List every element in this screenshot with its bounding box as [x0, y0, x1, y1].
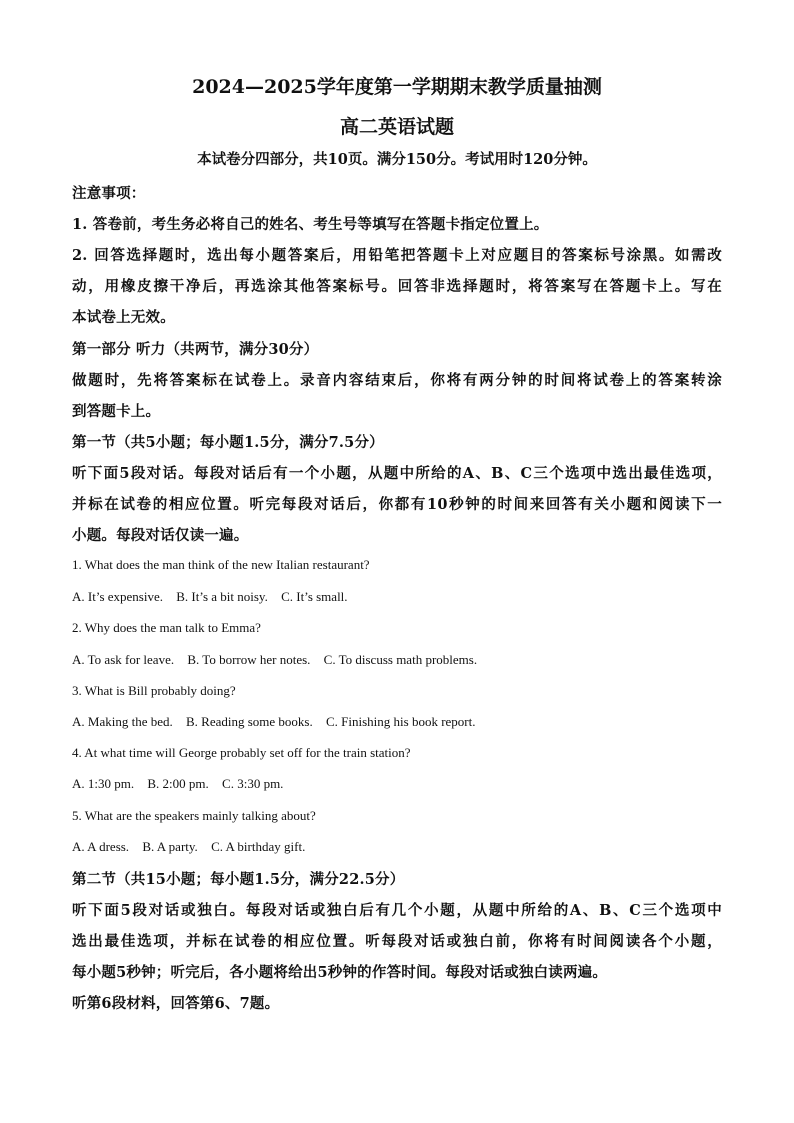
question-2-stem: 2. Why does the man talk to Emma? [72, 620, 261, 635]
section1-intro-line-2: 并标在试卷的相应位置。听完每段对话后，你都有10秒钟的时间来回答有关小题和阅读下一 [72, 496, 722, 513]
section2-intro-line-1: 听下面5段对话或独白。每段对话或独白后有几个小题，从题中所给的A、B、C三个选项中 [72, 902, 722, 919]
part1-heading: 第一部分 听力（共两节，满分30分） [72, 341, 319, 358]
question-3-option-c: C. Finishing his book report. [325, 714, 476, 729]
notice-item-2-line-3: 本试卷上无效。 [72, 309, 175, 326]
question-2-options [72, 652, 722, 668]
question-2-option-b: B. To borrow her notes. [187, 652, 311, 667]
section1-intro-line-3: 小题。每段对话仅读一遍。 [72, 527, 249, 544]
question-1-option-b: B. It’s a bit noisy. [176, 589, 268, 604]
question-5-option-a: A. A dress. [72, 839, 130, 854]
question-4-option-c: C. 3:30 pm. [222, 776, 284, 791]
notice-item-2-line-2: 动，用橡皮擦干净后，再选涂其他答案标号。回答非选择题时，将答案写在答题卡上。写在 [72, 278, 722, 295]
question-2-option-c: C. To discuss math problems. [323, 652, 478, 667]
question-1-option-a: A. It’s expensive. [72, 589, 163, 604]
section2-intro-line-3: 每小题5秒钟；听完后，各小题将给出5秒钟的作答时间。每段对话或独白读两遍。 [72, 964, 608, 981]
exam-info: 本试卷分四部分，共10页。满分150分。考试用时120分钟。 [197, 151, 597, 168]
section1-intro-line-1: 听下面5段对话。每段对话后有一个小题，从题中所给的A、B、C三个选项中选出最佳选项， [72, 465, 722, 482]
notice-item-1: 1. 答卷前，考生务必将自己的姓名、考生号等填写在答题卡指定位置上。 [72, 216, 549, 233]
section2-heading: 第二节（共15小题；每小题1.5分，满分22.5分） [72, 871, 405, 888]
question-2-option-a: A. To ask for leave. [72, 652, 175, 667]
question-4-option-a: A. 1:30 pm. [72, 776, 135, 791]
question-3-option-b: B. Reading some books. [185, 714, 313, 729]
exam-title: 2024—2025学年度第一学期期末教学质量抽测 [192, 76, 602, 98]
part1-intro-line-1: 做题时，先将答案标在试卷上。录音内容结束后，你将有两分钟的时间将试卷上的答案转涂 [72, 372, 722, 389]
section2-intro-line-2: 选出最佳选项，并标在试卷的相应位置。听每段对话或独白前，你将有时间阅读各个小题， [72, 933, 722, 950]
question-3-stem: 3. What is Bill probably doing? [72, 683, 236, 698]
question-5-options [72, 839, 722, 855]
question-3-option-a: A. Making the bed. [72, 714, 173, 729]
question-5-option-b: B. A party. [142, 839, 198, 854]
question-5-stem: 5. What are the speakers mainly talking about? [72, 808, 316, 823]
question-3-options [72, 714, 722, 730]
section1-heading: 第一节（共5小题；每小题1.5分，满分7.5分） [72, 434, 384, 451]
question-1-stem: 1. What does the man think of the new Italian restaurant? [72, 557, 370, 572]
question-1-options [72, 589, 722, 605]
question-1-option-c: C. It’s small. [281, 589, 348, 604]
part1-intro-line-2: 到答题卡上。 [72, 403, 161, 420]
question-4-stem: 4. At what time will George probably set off for the train station? [72, 745, 411, 760]
question-5-option-c: C. A birthday gift. [211, 839, 306, 854]
notice-item-2-line-1: 2. 回答选择题时，选出每小题答案后，用铅笔把答题卡上对应题目的答案标号涂黑。如需改 [72, 247, 722, 264]
question-4-option-b: B. 2:00 pm. [147, 776, 209, 791]
question-4-options [72, 776, 722, 792]
notice-heading: 注意事项： [72, 185, 146, 202]
section2-instruction: 听第6段材料，回答第6、7题。 [72, 995, 280, 1012]
exam-subtitle: 高二英语试题 [339, 116, 454, 138]
